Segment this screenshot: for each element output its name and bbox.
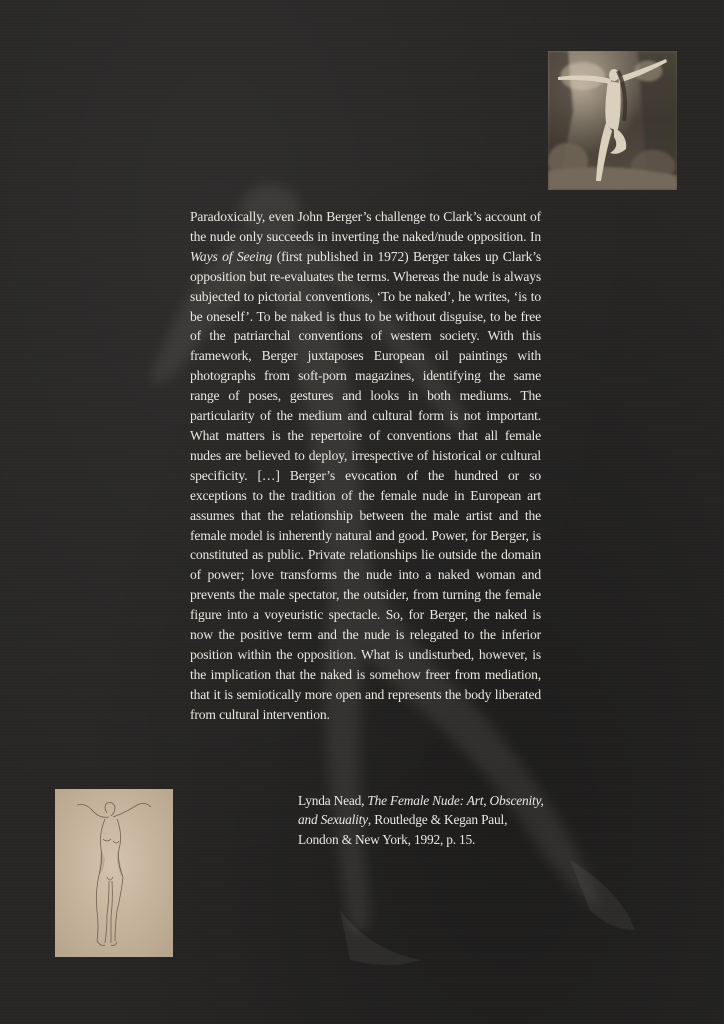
quotation-text	[190, 207, 541, 725]
quotation-text-part-2: (first published in 1972) Berger takes up Clark’s opposition but re-evaluates the terms. Whereas the nude is always subjected to pictorial conventions, ‘To be naked’, he writes, ‘is to be oneself’. To be naked is thus to be without disguise, to be free of the patriarchal conventions of western society. With this framework, Berger juxtaposes European oil paintings with photographs from soft-porn magazines, identifying the same range of poses, gestures and looks in both mediums. The particularity of the medium and cultural form is not important. What matters is the repertoire of conventions that all female nudes are believed to deploy, irrespective of historical or cultural specificity. […] Berger’s evocation of the hundred or so exceptions to the tradition of the female nude in European art assumes that the relationship between the male artist and the female model is inherently natural and good. Power, for Berger, is constituted as public. Private relationships lie outside the domain of power; love transforms the nude into a naked woman and prevents the male spectator, the outsider, from turning the female figure into a voyeuristic spectacle. So, for Berger, the naked is now the positive term and the nude is relegated to the inferior position within the opposition. What is undisturbed, however, is the implication that the naked is somehow freer from mediation, that it is semiotically more open and represents the body liberated from cultural intervention.	[190, 248, 541, 722]
dancing-nude-forest-photo-icon	[548, 51, 677, 190]
citation	[298, 791, 544, 849]
quotation-text-part-1: Paradoxically, even John Berger’s challenge to Clark’s account of the nude only succeeds in inverting the naked/nude opposition. In	[190, 209, 541, 244]
book-title-ways-of-seeing: Ways of Seeing	[190, 248, 273, 264]
nude-sketch	[55, 789, 173, 957]
citation-author: Lynda Nead,	[298, 793, 368, 808]
standing-nude-pencil-sketch-icon	[55, 789, 173, 957]
citation-publisher: , Routledge & Kegan Paul, London & New York, 1992, p. 15.	[298, 812, 508, 847]
dancing-nude-photo	[548, 51, 677, 190]
citation-book-title: The Female Nude: Art, Obscenity, and Sexuality	[298, 793, 544, 828]
